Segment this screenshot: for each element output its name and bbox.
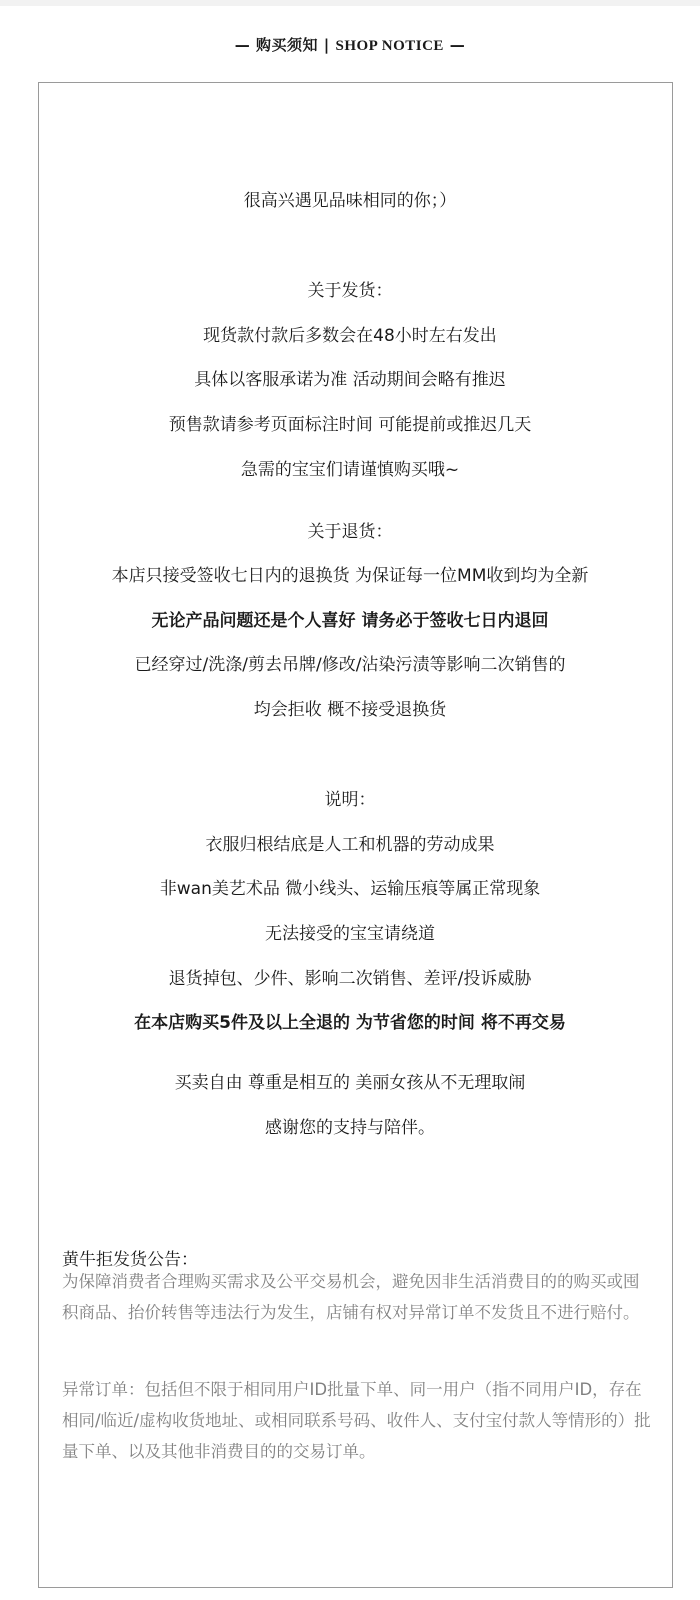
returns-line-emphasis: 无论产品问题还是个人喜好 请务必于签收七日内退回: [151, 611, 549, 631]
page-header: [0, 34, 700, 55]
returns-line: 均会拒收 概不接受退换货: [253, 700, 447, 720]
scalper-notice-paragraph: 为保障消费者合理购买需求及公平交易机会，避免因非生活消费目的的购买或囤积商品、抬价转售等违法行为发生，店铺有权对异常订单不发货且不进行赔付。: [62, 1272, 640, 1322]
explanation-line: 无法接受的宝宝请绕道: [265, 924, 435, 944]
explanation-line: 退货掉包、少件、影响二次销售、差评/投诉威胁: [168, 969, 532, 989]
scalper-notice-title: 黄牛拒发货公告：: [62, 1250, 198, 1270]
header-title-cn: 购买须知: [256, 36, 319, 54]
shipping-line: 急需的宝宝们请谨慎购买哦~: [240, 460, 460, 480]
shipping-line: 具体以客服承诺为准 活动期间会略有推迟: [194, 370, 506, 390]
returns-line: 本店只接受签收七日内的退换货 为保证每一位MM收到均为全新: [111, 566, 589, 586]
explanation-title: 说明：: [324, 790, 376, 810]
header-dash-right: —: [449, 36, 466, 54]
shipping-title: 关于发货：: [307, 281, 393, 301]
shipping-line: 预售款请参考页面标注时间 可能提前或推迟几天: [168, 415, 532, 435]
greeting-line: 很高兴遇见品味相同的你；）: [243, 191, 457, 211]
header-separator: |: [323, 36, 330, 54]
explanation-line: 衣服归根结底是人工和机器的劳动成果: [205, 835, 495, 855]
scalper-notice-paragraph: 异常订单：包括但不限于相同用户ID批量下单、同一用户（指不同用户ID，存在相同/临近/虚构收货地址、或相同联系号码、收件人、支付宝付款人等情形的）批量下单、以及其他非消费目的的交易订单。: [62, 1380, 651, 1461]
explanation-line: 感谢您的支持与陪伴。: [265, 1118, 435, 1138]
top-strip: [0, 0, 700, 6]
header-title-en: SHOP NOTICE: [335, 38, 444, 54]
returns-line: 已经穿过/洗涤/剪去吊牌/修改/沾染污渍等影响二次销售的: [134, 655, 566, 675]
explanation-line-emphasis: 在本店购买5件及以上全退的 为节省您的时间 将不再交易: [134, 1013, 566, 1033]
returns-title: 关于退货：: [307, 522, 393, 542]
shipping-line: 现货款付款后多数会在48小时左右发出: [203, 326, 497, 346]
explanation-line: 非wan美艺术品 微小线头、运输压痕等属正常现象: [159, 879, 541, 899]
explanation-line: 买卖自由 尊重是相互的 美丽女孩从不无理取闹: [174, 1073, 526, 1093]
header-dash-left: —: [234, 36, 251, 54]
